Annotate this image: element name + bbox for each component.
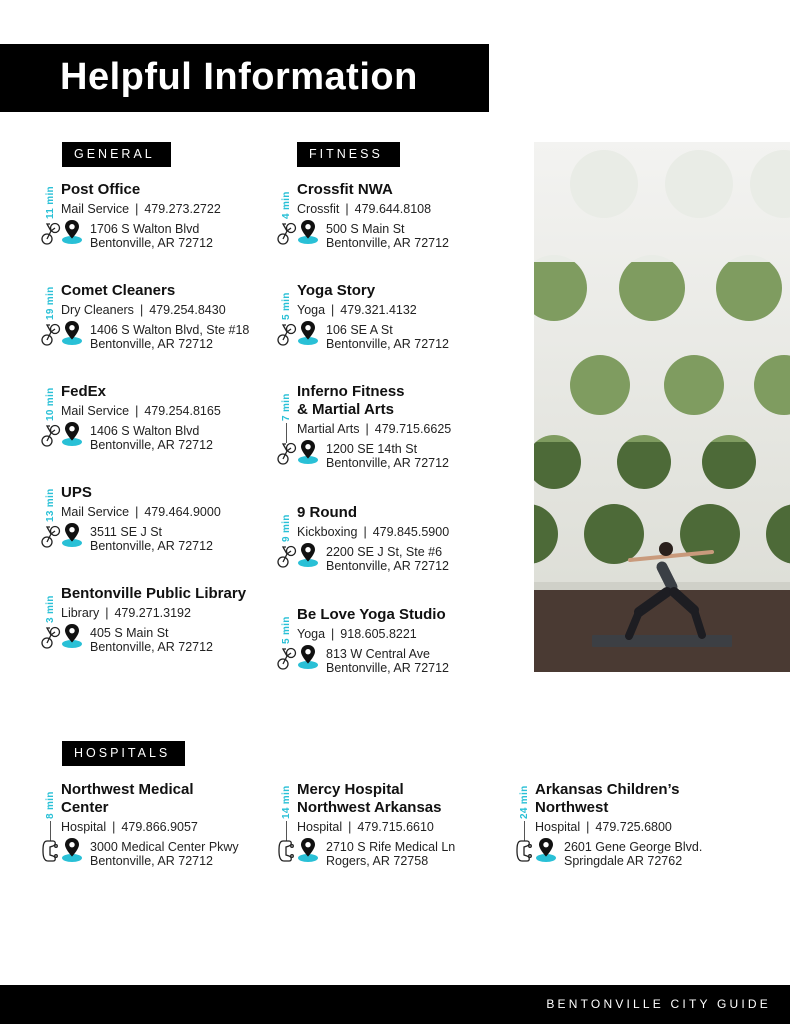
phone-number[interactable]: 479.866.9057 xyxy=(121,820,198,834)
place-details xyxy=(297,201,527,217)
place-category: Mail Service xyxy=(61,404,130,418)
car-icon xyxy=(277,838,297,867)
location-pin-icon xyxy=(296,319,320,348)
list-item xyxy=(45,181,291,250)
address-block xyxy=(61,424,291,452)
bike-icon xyxy=(277,543,297,572)
address-line-1: 1406 S Walton Blvd xyxy=(90,424,200,438)
phone-number[interactable]: 479.845.5900 xyxy=(372,525,450,539)
place-name: 9 Round xyxy=(297,504,357,521)
place-category: Dry Cleaners xyxy=(61,303,134,317)
separator: | xyxy=(135,505,139,519)
address-line-2: Springdale AR 72762 xyxy=(564,854,683,868)
separator: | xyxy=(345,202,349,216)
phone-number[interactable]: 479.254.8165 xyxy=(144,404,221,418)
list-item xyxy=(281,282,527,351)
address-block xyxy=(535,840,765,868)
phone-number[interactable]: 479.254.8430 xyxy=(149,303,226,317)
address-line-2: Bentonville, AR 72712 xyxy=(90,539,214,553)
page-title: Helpful Information xyxy=(60,56,418,98)
place-name: Northwest Medical xyxy=(61,781,194,798)
place-name-line2: Northwest Arkansas xyxy=(297,799,442,816)
address-line-1: 1406 S Walton Blvd, Ste #18 xyxy=(90,323,250,337)
address-block xyxy=(297,545,527,573)
address-block xyxy=(61,626,291,654)
place-name: Bentonville Public Library xyxy=(61,585,247,602)
address-line-2: Bentonville, AR 72712 xyxy=(326,337,450,351)
travel-time-label: 24 min xyxy=(519,785,530,819)
address-line-2: Bentonville, AR 72712 xyxy=(90,236,214,250)
address-block xyxy=(297,222,527,250)
place-category: Yoga xyxy=(297,627,326,641)
address-icons xyxy=(41,323,89,351)
place-details xyxy=(61,302,291,318)
place-name: UPS xyxy=(61,484,92,501)
place-details xyxy=(61,201,291,217)
address-line-2: Bentonville, AR 72712 xyxy=(326,559,450,573)
place-name: Post Office xyxy=(61,181,141,198)
place-details xyxy=(61,605,291,621)
place-details xyxy=(297,819,527,835)
phone-number[interactable]: 479.725.6800 xyxy=(595,820,672,834)
location-pin-icon xyxy=(60,218,84,247)
address-icons xyxy=(277,442,325,470)
separator: | xyxy=(331,627,335,641)
location-pin-icon xyxy=(534,836,558,865)
place-name-line2: Center xyxy=(61,799,109,816)
address-line-2: Bentonville, AR 72712 xyxy=(326,661,450,675)
place-details xyxy=(61,504,291,520)
separator: | xyxy=(105,606,109,620)
place-name: Crossfit NWA xyxy=(297,181,393,198)
address-icons xyxy=(41,424,89,452)
address-icons xyxy=(515,840,563,868)
address-line-1: 500 S Main St xyxy=(326,222,405,236)
travel-time-label: 11 min xyxy=(45,186,56,219)
location-pin-icon xyxy=(296,836,320,865)
address-block xyxy=(61,840,291,868)
footer-bar xyxy=(0,985,790,1024)
separator: | xyxy=(363,525,367,539)
bike-icon xyxy=(41,624,61,653)
address-block xyxy=(61,525,291,553)
address-block xyxy=(297,840,527,868)
list-item xyxy=(45,282,291,351)
list-item xyxy=(281,606,527,675)
address-icons xyxy=(41,525,89,553)
place-details xyxy=(61,403,291,419)
travel-time-label: 3 min xyxy=(45,595,56,623)
separator: | xyxy=(135,202,139,216)
phone-number[interactable]: 918.605.8221 xyxy=(340,627,417,641)
location-pin-icon xyxy=(296,643,320,672)
list-item xyxy=(45,484,291,553)
separator: | xyxy=(348,820,352,834)
address-icons xyxy=(277,840,325,868)
place-name: Comet Cleaners xyxy=(61,282,176,299)
address-line-1: 2200 SE J St, Ste #6 xyxy=(326,545,443,559)
place-category: Hospital xyxy=(61,820,107,834)
place-details xyxy=(297,626,527,642)
address-line-1: 1706 S Walton Blvd xyxy=(90,222,200,236)
address-line-1: 3511 SE J St xyxy=(90,525,163,539)
address-icons xyxy=(277,545,325,573)
travel-time-label: 8 min xyxy=(45,791,56,819)
address-icons xyxy=(41,626,89,654)
address-line-2: Bentonville, AR 72712 xyxy=(90,854,214,868)
location-pin-icon xyxy=(60,836,84,865)
place-details xyxy=(297,421,527,437)
travel-time-label: 7 min xyxy=(281,393,292,421)
travel-time xyxy=(45,781,57,829)
separator: | xyxy=(112,820,116,834)
address-icons xyxy=(41,840,89,868)
address-block xyxy=(61,222,291,250)
place-name: Be Love Yoga Studio xyxy=(297,606,446,623)
location-pin-icon xyxy=(60,622,84,651)
car-icon xyxy=(41,838,61,867)
place-details xyxy=(61,819,291,835)
address-line-2: Bentonville, AR 72712 xyxy=(326,456,450,470)
address-line-2: Rogers, AR 72758 xyxy=(326,854,429,868)
place-category: Crossfit xyxy=(297,202,340,216)
phone-number[interactable]: 479.321.4132 xyxy=(340,303,417,317)
place-category: Martial Arts xyxy=(297,422,360,436)
bike-icon xyxy=(41,321,61,350)
section-label-fitness: FITNESS xyxy=(297,142,400,167)
travel-time-label: 10 min xyxy=(45,387,56,421)
bike-icon xyxy=(41,422,61,451)
bike-icon xyxy=(277,220,297,249)
list-item xyxy=(281,383,527,470)
phone-number[interactable]: 479.715.6610 xyxy=(357,820,434,834)
list-item xyxy=(519,781,765,868)
section-label-hospitals: HOSPITALS xyxy=(62,741,185,766)
separator: | xyxy=(331,303,335,317)
travel-time xyxy=(519,781,531,829)
address-icons xyxy=(277,647,325,675)
place-name: Inferno Fitness xyxy=(297,383,405,400)
place-name: Arkansas Children’s xyxy=(535,781,680,798)
address-line-1: 106 SE A St xyxy=(326,323,393,337)
travel-time-label: 19 min xyxy=(45,286,56,320)
address-icons xyxy=(277,222,325,250)
place-category: Hospital xyxy=(535,820,581,834)
address-line-2: Bentonville, AR 72712 xyxy=(90,337,214,351)
place-category: Mail Service xyxy=(61,505,130,519)
location-pin-icon xyxy=(60,420,84,449)
place-category: Library xyxy=(61,606,100,620)
place-name: FedEx xyxy=(61,383,107,400)
travel-time-label: 4 min xyxy=(281,191,292,219)
bike-icon xyxy=(277,645,297,674)
address-line-2: Bentonville, AR 72712 xyxy=(90,640,214,654)
phone-number[interactable]: 479.271.3192 xyxy=(114,606,191,620)
section-label-general: GENERAL xyxy=(62,142,171,167)
bike-icon xyxy=(41,220,61,249)
place-category: Hospital xyxy=(297,820,343,834)
yoga-photo xyxy=(534,142,790,672)
location-pin-icon xyxy=(60,521,84,550)
list-item xyxy=(45,781,291,868)
address-line-1: 1200 SE 14th St xyxy=(326,442,418,456)
place-category: Kickboxing xyxy=(297,525,358,539)
address-line-1: 405 S Main St xyxy=(90,626,169,640)
travel-time-label: 9 min xyxy=(281,514,292,542)
place-name-line2: Northwest xyxy=(535,799,609,816)
address-line-1: 2710 S Rife Medical Ln xyxy=(326,840,456,854)
address-line-2: Bentonville, AR 72712 xyxy=(326,236,450,250)
list-item xyxy=(281,781,527,868)
location-pin-icon xyxy=(296,541,320,570)
list-item xyxy=(45,585,291,654)
address-line-2: Bentonville, AR 72712 xyxy=(90,438,214,452)
bike-icon xyxy=(277,440,297,469)
address-icons xyxy=(41,222,89,250)
list-item xyxy=(281,504,527,573)
bike-icon xyxy=(277,321,297,350)
phone-number[interactable]: 479.715.6625 xyxy=(374,422,452,436)
address-line-1: 813 W Central Ave xyxy=(326,647,430,661)
travel-time-label: 5 min xyxy=(281,616,292,644)
place-details xyxy=(297,302,527,318)
location-pin-icon xyxy=(296,438,320,467)
list-item xyxy=(45,383,291,452)
travel-time-label: 5 min xyxy=(281,292,292,320)
address-line-1: 2601 Gene George Blvd. xyxy=(564,840,703,854)
place-name: Yoga Story xyxy=(297,282,376,299)
place-details xyxy=(297,524,527,540)
place-name-line2: & Martial Arts xyxy=(297,401,394,418)
separator: | xyxy=(139,303,144,317)
location-pin-icon xyxy=(296,218,320,247)
separator: | xyxy=(365,422,369,436)
separator: | xyxy=(586,820,590,834)
address-block xyxy=(297,647,527,675)
address-block xyxy=(61,323,291,351)
place-details xyxy=(535,819,765,835)
header-bar xyxy=(0,44,489,112)
location-pin-icon xyxy=(60,319,84,348)
address-block xyxy=(297,323,527,351)
travel-time-label: 14 min xyxy=(281,785,292,819)
place-name: Mercy Hospital xyxy=(297,781,404,798)
bike-icon xyxy=(41,523,61,552)
phone-number[interactable]: 479.273.2722 xyxy=(144,202,221,216)
place-category: Yoga xyxy=(297,303,326,317)
travel-time xyxy=(281,383,293,431)
list-item xyxy=(281,181,527,250)
address-icons xyxy=(277,323,325,351)
address-block xyxy=(297,442,527,470)
car-icon xyxy=(515,838,535,867)
place-category: Mail Service xyxy=(61,202,130,216)
address-line-1: 3000 Medical Center Pkwy xyxy=(90,840,239,854)
phone-number[interactable]: 479.644.8108 xyxy=(354,202,432,216)
separator: | xyxy=(135,404,139,418)
footer-title: BENTONVILLE CITY GUIDE xyxy=(546,997,771,1011)
travel-time xyxy=(281,781,293,829)
travel-time-label: 13 min xyxy=(45,488,56,522)
phone-number[interactable]: 479.464.9000 xyxy=(144,505,221,519)
